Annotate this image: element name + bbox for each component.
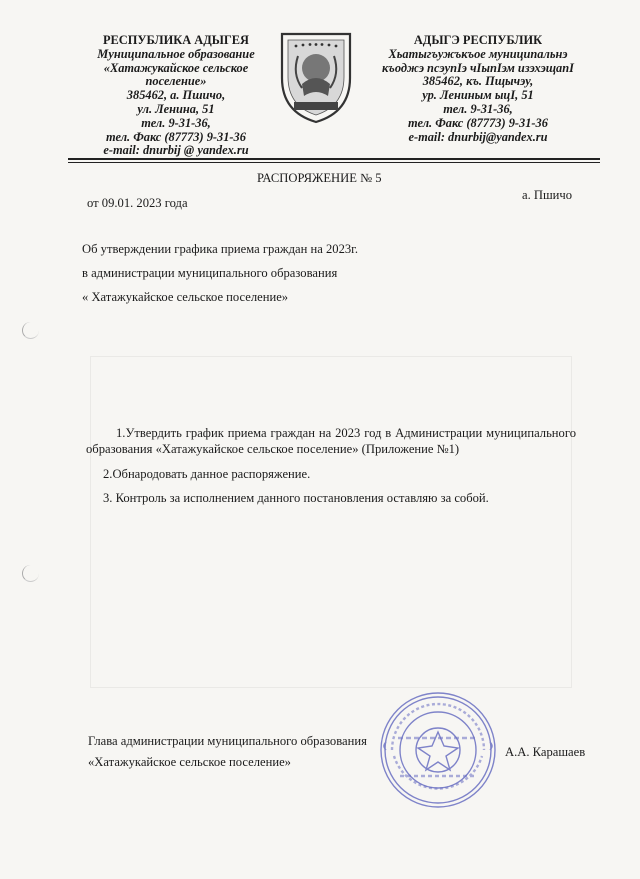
- header-divider: [68, 158, 600, 160]
- punch-hole-mark: [22, 322, 39, 339]
- signature-position-line1: Глава администрации муниципального образования: [88, 734, 367, 748]
- header-left-line: «Хатажукайское сельское: [103, 60, 249, 75]
- document-title: РАСПОРЯЖЕНИЕ № 5: [257, 171, 382, 185]
- subject-line: « Хатажукайское сельское поселение»: [82, 290, 289, 304]
- subject-line: Об утверждении графика приема граждан на 2023г.: [82, 242, 359, 256]
- punch-hole-mark: [22, 565, 39, 582]
- header-right-line: тел. 9-31-36,: [443, 101, 513, 116]
- document-place: а. Пшичо: [522, 188, 573, 202]
- header-left-line: тел. 9-31-36,: [141, 115, 211, 130]
- header-left-title: РЕСПУБЛИКА АДЫГЕЯ: [102, 33, 250, 47]
- order-item-1: 1.Утвердить график приема граждан на 2023 год в Администрации муниципального образования «Хатажукайское сельское поселение» (Приложение №1): [86, 426, 576, 456]
- header-left-line: 385462, а. Пшичо,: [126, 88, 226, 103]
- header-right: [362, 34, 594, 144]
- header-left-line: поселение»: [145, 74, 207, 89]
- header-right-line: 385462, къ. Пщычэу,: [422, 74, 534, 89]
- header-right-line: ур. Лениным ыцI, 51: [422, 88, 534, 103]
- show-through-table: [90, 356, 572, 688]
- signatory-name: А.А. Карашаев: [505, 745, 586, 759]
- header-left: [66, 34, 286, 158]
- order-item-2: 2.Обнародовать данное распоряжение.: [103, 467, 311, 481]
- signature-position-line2: «Хатажукайское сельское поселение»: [88, 755, 291, 769]
- header-right-line: Хьатыгъужъкъое муниципальнэ: [388, 46, 568, 61]
- header-right-line: къоджэ псэупIэ чIыпIэм изэхэщапI: [382, 60, 574, 75]
- header-right-title: АДЫГЭ РЕСПУБЛИК: [413, 33, 543, 47]
- document-date: от 09.01. 2023 года: [87, 196, 188, 210]
- official-seal-icon: [378, 690, 498, 810]
- subject-line: в администрации муниципального образования: [82, 266, 338, 280]
- header-left-line: ул. Ленина, 51: [137, 101, 215, 116]
- header-right-line: тел. Факс (87773) 9-31-36: [408, 115, 548, 130]
- order-item-3: 3. Контроль за исполнением данного постановления оставляю за собой.: [103, 491, 489, 505]
- header-right-line: e-mail: dnurbij@yandex.ru: [408, 129, 548, 144]
- header-divider-thin: [68, 162, 600, 163]
- header-left-line: Муниципальное образование: [97, 46, 255, 61]
- header-left-line: e-mail: dnurbij @ yandex.ru: [103, 143, 249, 158]
- coat-of-arms-icon: [272, 26, 360, 126]
- header-left-line: тел. Факс (87773) 9-31-36: [106, 129, 246, 144]
